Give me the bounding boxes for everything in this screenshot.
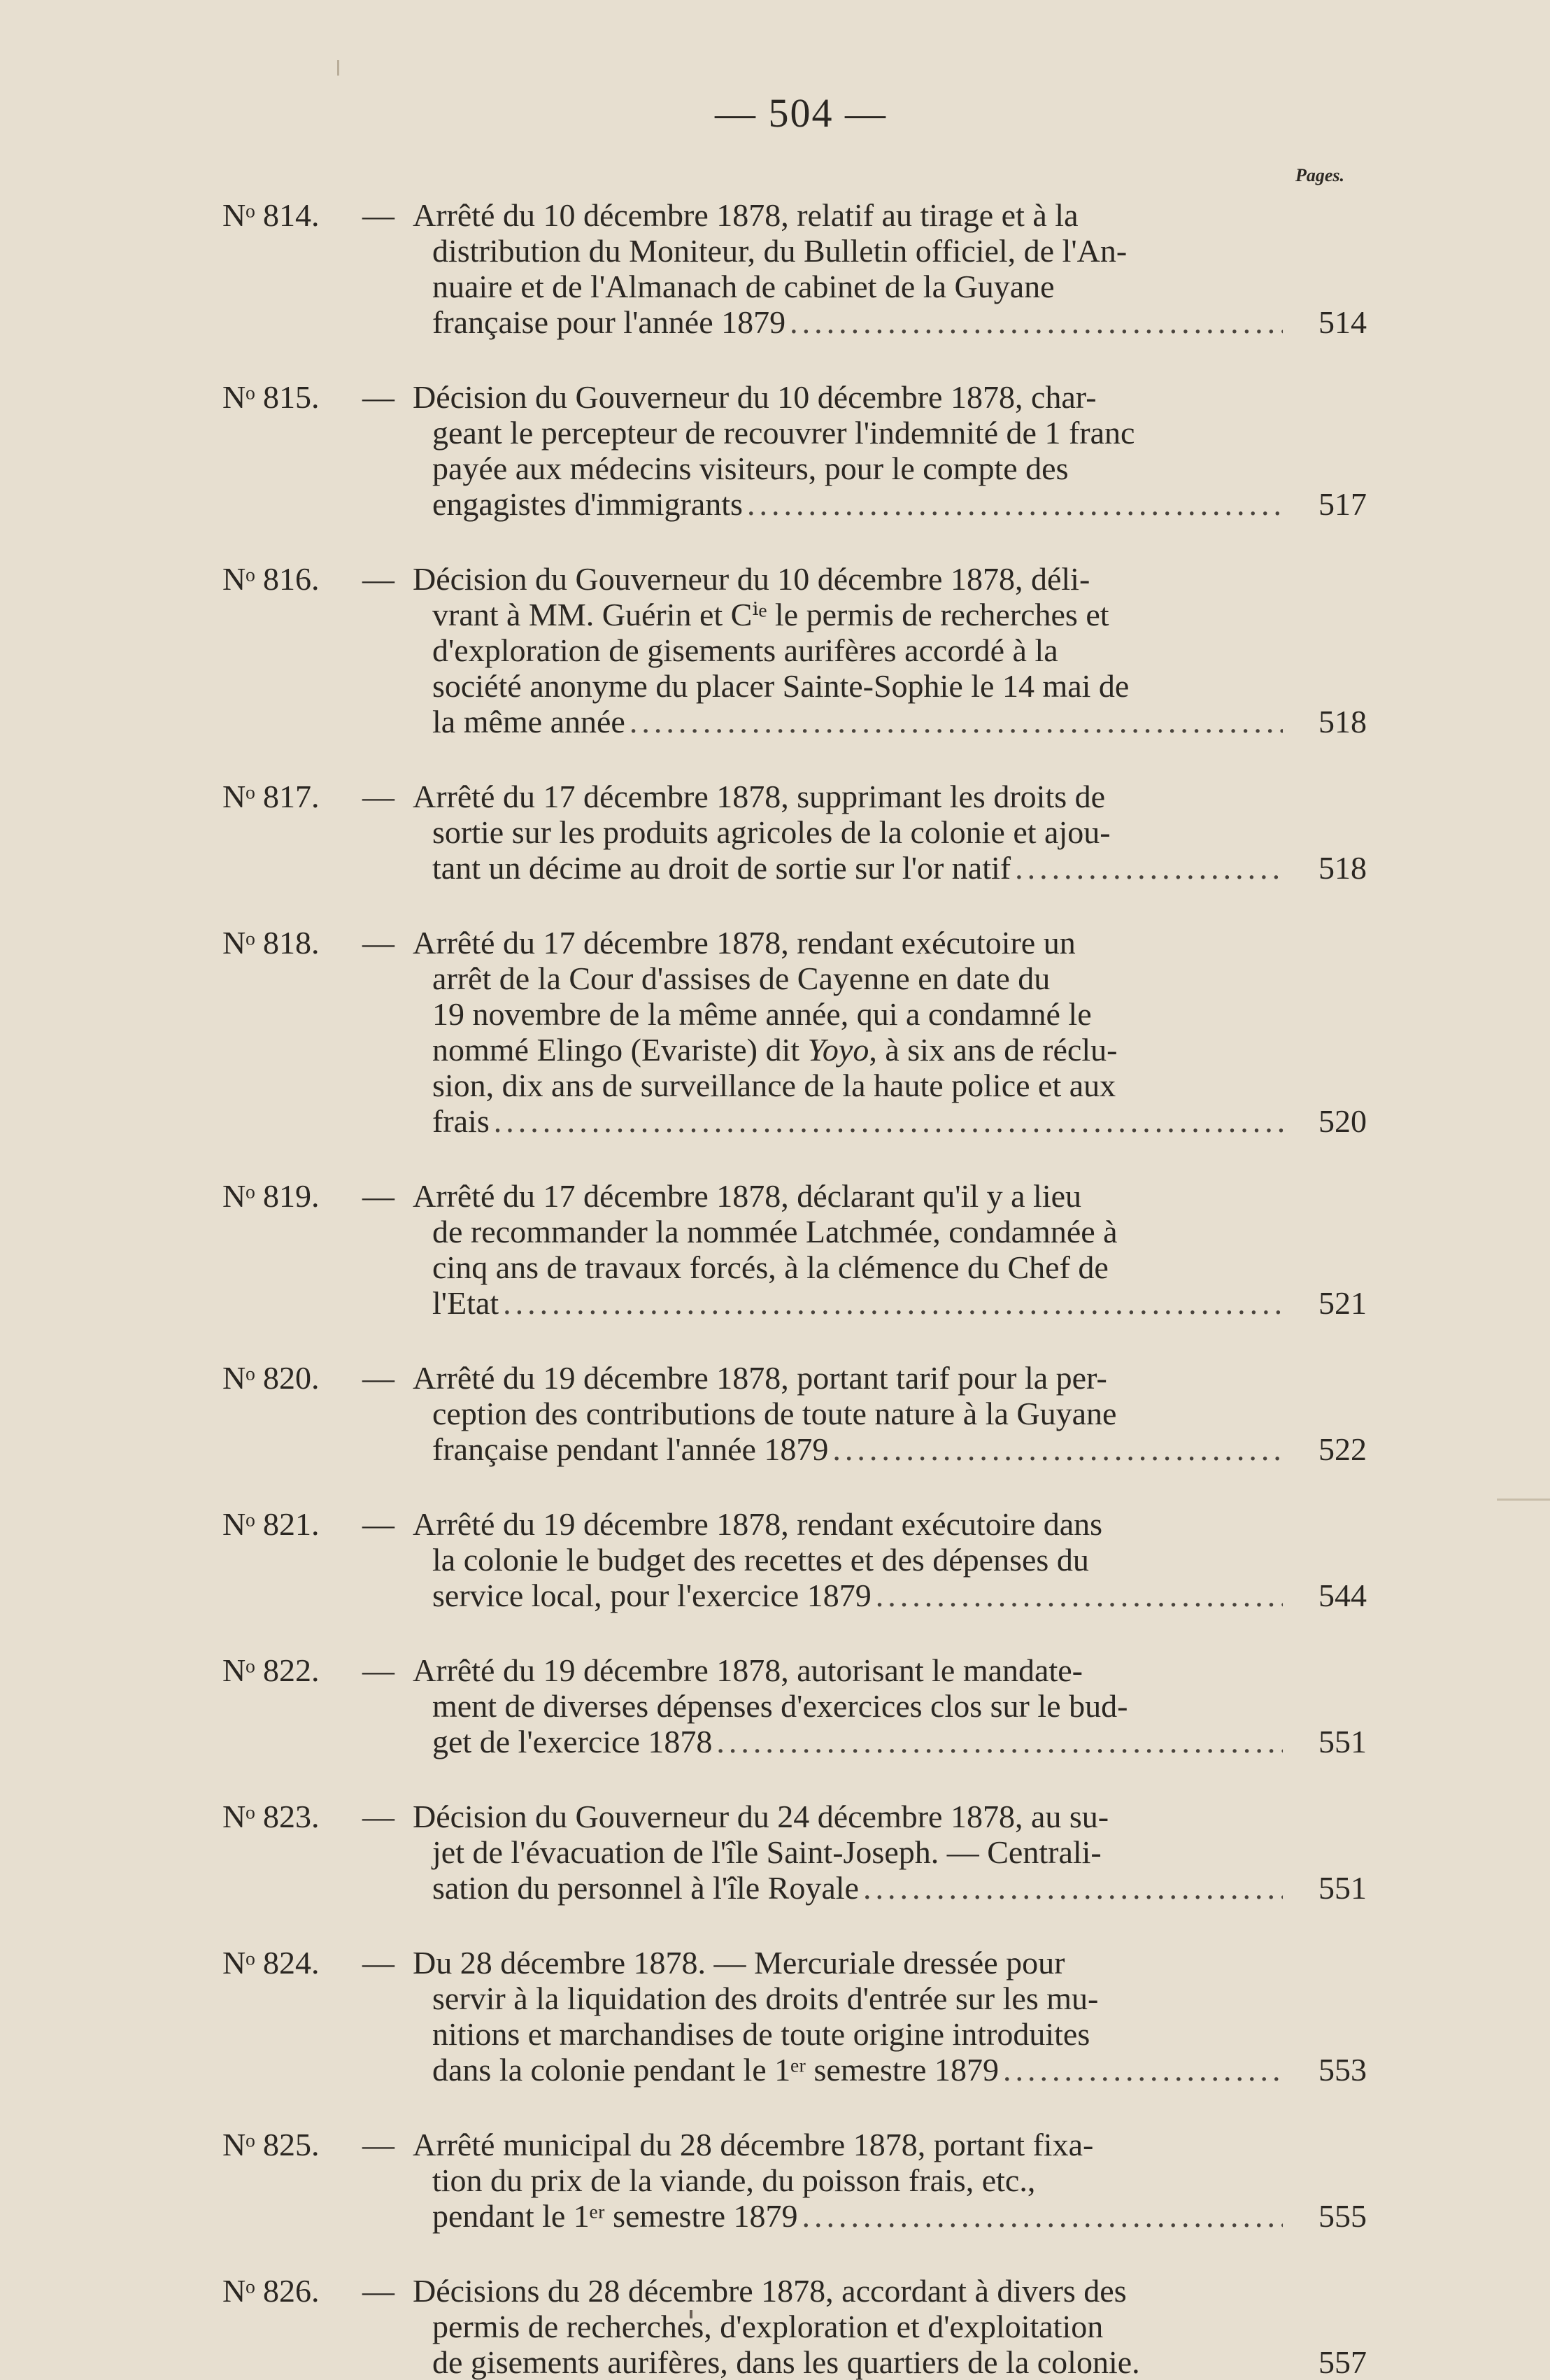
dot-leader — [863, 1870, 1283, 1906]
entry-text — [413, 779, 1287, 886]
entry-number: Nᵒ 823. — [222, 1799, 320, 1834]
entry-dash: — — [362, 2127, 394, 2162]
entry-page-ref: 520 — [1318, 1103, 1367, 1139]
entry-line: permis de recherches, d'exploration et d'exploitation — [432, 2309, 1104, 2344]
entry-dash: — — [362, 1178, 394, 1214]
entry-line: ment de diverses dépenses d'exercices clos sur le bud- — [432, 1688, 1128, 1724]
entry-line: Décision du Gouverneur du 10 décembre 1878, char- — [413, 379, 1097, 415]
dot-leader — [802, 2198, 1283, 2234]
entry-line: Arrêté du 17 décembre 1878, déclarant qu'il y a lieu — [413, 1178, 1082, 1214]
entry-number: Nᵒ 820. — [222, 1360, 320, 1396]
entry-number: Nᵒ 825. — [222, 2127, 320, 2162]
dot-leader — [494, 1103, 1283, 1139]
entry-page-ref: 521 — [1318, 1285, 1367, 1321]
entry-line: servir à la liquidation des droits d'entrée sur les mu- — [432, 1981, 1099, 2016]
entry-line: française pour l'année 1879 — [432, 304, 786, 340]
entry-dash: — — [362, 561, 394, 597]
entry-line: engagistes d'immigrants — [432, 486, 743, 522]
entry-line: sation du personnel à l'île Royale — [432, 1870, 859, 1906]
entry-last-line — [413, 486, 1287, 522]
entry-line: tion du prix de la viande, du poisson frais, etc., — [432, 2162, 1036, 2198]
entry-page-ref: 557 — [1318, 2344, 1367, 2380]
entry-text — [413, 1945, 1287, 2088]
entry-dash: — — [362, 2273, 394, 2309]
entry-line: Arrêté municipal du 28 décembre 1878, portant fixa- — [413, 2127, 1094, 2162]
toc-entry — [222, 1652, 1367, 1759]
entry-line: vrant à MM. Guérin et Cⁱᵉ le permis de recherches et — [432, 597, 1109, 632]
entry-line: dans la colonie pendant le 1ᵉʳ semestre 1879 — [432, 2052, 999, 2088]
toc-entry — [222, 925, 1367, 1139]
entry-line: d'exploration de gisements aurifères accordé à la — [432, 632, 1058, 668]
entry-line: société anonyme du placer Sainte-Sophie le 14 mai de — [432, 668, 1130, 704]
entry-text — [413, 1360, 1287, 1467]
entry-page-ref: 551 — [1318, 1724, 1367, 1759]
entry-last-line — [413, 1870, 1287, 1906]
dot-leader — [832, 1431, 1283, 1467]
entry-line: française pendant l'année 1879 — [432, 1431, 829, 1467]
entry-line: payée aux médecins visiteurs, pour le compte des — [432, 451, 1069, 486]
dot-leader — [1015, 850, 1283, 886]
entry-text — [413, 1652, 1287, 1759]
entry-number: Nᵒ 815. — [222, 379, 320, 415]
entry-line: Décision du Gouverneur du 24 décembre 1878, au su- — [413, 1799, 1109, 1834]
pages-column-label: Pages. — [1295, 165, 1345, 185]
entry-dash: — — [362, 925, 394, 961]
entry-line: Du 28 décembre 1878. — Mercuriale dressée pour — [413, 1945, 1065, 1981]
entry-dash: — — [362, 1360, 394, 1396]
entry-number: Nᵒ 822. — [222, 1652, 320, 1688]
entry-dash: — — [362, 1799, 394, 1834]
toc-entry — [222, 1360, 1367, 1467]
entry-last-line — [413, 2198, 1287, 2234]
entry-page-ref: 555 — [1318, 2198, 1367, 2234]
page-number: — 504 — — [715, 90, 887, 136]
entry-page-ref: 517 — [1318, 486, 1367, 522]
entry-page-ref: 544 — [1318, 1578, 1367, 1613]
toc-entry — [222, 1178, 1367, 1321]
entry-last-line — [413, 1724, 1287, 1759]
dot-leader — [716, 1724, 1283, 1759]
entry-number: Nᵒ 819. — [222, 1178, 320, 1214]
entry-line: sortie sur les produits agricoles de la colonie et ajou- — [432, 814, 1111, 850]
entry-line: Arrêté du 10 décembre 1878, relatif au tirage et à la — [413, 197, 1079, 233]
entry-number: Nᵒ 814. — [222, 197, 320, 233]
entry-page-ref: 522 — [1318, 1431, 1367, 1467]
toc-entry — [222, 1506, 1367, 1613]
entry-text — [413, 1178, 1287, 1321]
entry-line: Arrêté du 19 décembre 1878, rendant exécutoire dans — [413, 1506, 1103, 1542]
entry-line: l'Etat — [432, 1285, 499, 1321]
entry-line: get de l'exercice 1878 — [432, 1724, 713, 1759]
entry-dash: — — [362, 379, 394, 415]
toc-entry — [222, 2273, 1367, 2380]
entry-page-ref: 518 — [1318, 850, 1367, 886]
entry-line: de gisements aurifères, dans les quartiers de la colonie. — [432, 2344, 1140, 2380]
entry-dash: — — [362, 1506, 394, 1542]
entry-line: Arrêté du 17 décembre 1878, supprimant les droits de — [413, 779, 1106, 814]
entry-last-line — [413, 304, 1287, 340]
toc-entry — [222, 1945, 1367, 2088]
entry-line: jet de l'évacuation de l'île Saint-Joseph. — Centrali- — [432, 1834, 1102, 1870]
entry-text — [413, 561, 1287, 739]
entry-line: arrêt de la Cour d'assises de Cayenne en date du — [432, 961, 1051, 996]
entry-line: nommé Elingo (Evariste) dit Yoyo, à six ans de réclu- — [432, 1032, 1118, 1068]
entry-dash: — — [362, 1652, 394, 1688]
entry-line: distribution du Moniteur, du Bulletin officiel, de l'An- — [432, 233, 1128, 269]
entry-number: Nᵒ 817. — [222, 779, 320, 814]
entry-line: Arrêté du 19 décembre 1878, portant tarif pour la per- — [413, 1360, 1107, 1396]
entry-line: ception des contributions de toute nature à la Guyane — [432, 1396, 1117, 1431]
toc-entry — [222, 1799, 1367, 1906]
dot-leader — [747, 486, 1283, 522]
entry-page-ref: 553 — [1318, 2052, 1367, 2088]
paper-mark — [1497, 1499, 1550, 1501]
entry-page-ref: 518 — [1318, 704, 1367, 739]
entry-dash: — — [362, 197, 394, 233]
entry-line: nitions et marchandises de toute origine introduites — [432, 2016, 1090, 2052]
entry-line: Décisions du 28 décembre 1878, accordant à divers des — [413, 2273, 1127, 2309]
dot-leader — [1003, 2052, 1283, 2088]
toc-entry — [222, 561, 1367, 739]
entry-last-line — [413, 1578, 1287, 1613]
entry-line: nuaire et de l'Almanach de cabinet de la Guyane — [432, 269, 1055, 304]
paper-mark — [337, 60, 339, 76]
dot-leader — [876, 1578, 1283, 1613]
entry-last-line — [413, 850, 1287, 886]
entry-dash: — — [362, 779, 394, 814]
entry-page-ref: 514 — [1318, 304, 1367, 340]
entry-text — [413, 197, 1287, 340]
entry-number: Nᵒ 816. — [222, 561, 320, 597]
entry-text — [413, 1799, 1287, 1906]
entry-last-line — [413, 1103, 1287, 1139]
entry-text — [413, 2273, 1287, 2380]
entry-last-line — [413, 2052, 1287, 2088]
entry-text — [413, 2127, 1287, 2234]
entry-line: la colonie le budget des recettes et des dépenses du — [432, 1542, 1089, 1578]
entry-text — [413, 379, 1287, 522]
entry-text — [413, 925, 1287, 1139]
entry-last-line — [413, 704, 1287, 739]
entry-last-line — [413, 2344, 1287, 2380]
toc-entry — [222, 779, 1367, 886]
dot-leader — [790, 304, 1283, 340]
entry-text — [413, 1506, 1287, 1613]
entry-line: tant un décime au droit de sortie sur l'or natif — [432, 850, 1011, 886]
entry-line: 19 novembre de la même année, qui a condamné le — [432, 996, 1092, 1032]
toc-entry — [222, 197, 1367, 340]
entry-number: Nᵒ 826. — [222, 2273, 320, 2309]
entry-line: la même année — [432, 704, 625, 739]
dot-leader — [630, 704, 1283, 739]
entry-page-ref: 551 — [1318, 1870, 1367, 1906]
italic-name: Yoyo — [807, 1032, 869, 1068]
entry-last-line — [413, 1285, 1287, 1321]
table-of-contents — [222, 197, 1367, 2380]
entry-line: Arrêté du 19 décembre 1878, autorisant le mandate- — [413, 1652, 1083, 1688]
toc-entry — [222, 379, 1367, 522]
entry-line: Arrêté du 17 décembre 1878, rendant exécutoire un — [413, 925, 1076, 961]
entry-line: sion, dix ans de surveillance de la haute police et aux — [432, 1068, 1116, 1103]
entry-number: Nᵒ 821. — [222, 1506, 320, 1542]
entry-line: geant le percepteur de recouvrer l'indemnité de 1 franc — [432, 415, 1135, 451]
entry-number: Nᵒ 818. — [222, 925, 320, 961]
entry-number: Nᵒ 824. — [222, 1945, 320, 1981]
entry-line: cinq ans de travaux forcés, à la clémence du Chef de — [432, 1249, 1109, 1285]
entry-line: frais — [432, 1103, 490, 1139]
entry-line: de recommander la nommée Latchmée, condamnée à — [432, 1214, 1118, 1249]
dot-leader — [503, 1285, 1283, 1321]
entry-last-line — [413, 1431, 1287, 1467]
entry-line: pendant le 1ᵉʳ semestre 1879 — [432, 2198, 798, 2234]
toc-entry — [222, 2127, 1367, 2234]
entry-line: Décision du Gouverneur du 10 décembre 1878, déli- — [413, 561, 1090, 597]
entry-dash: — — [362, 1945, 394, 1981]
entry-line: service local, pour l'exercice 1879 — [432, 1578, 872, 1613]
